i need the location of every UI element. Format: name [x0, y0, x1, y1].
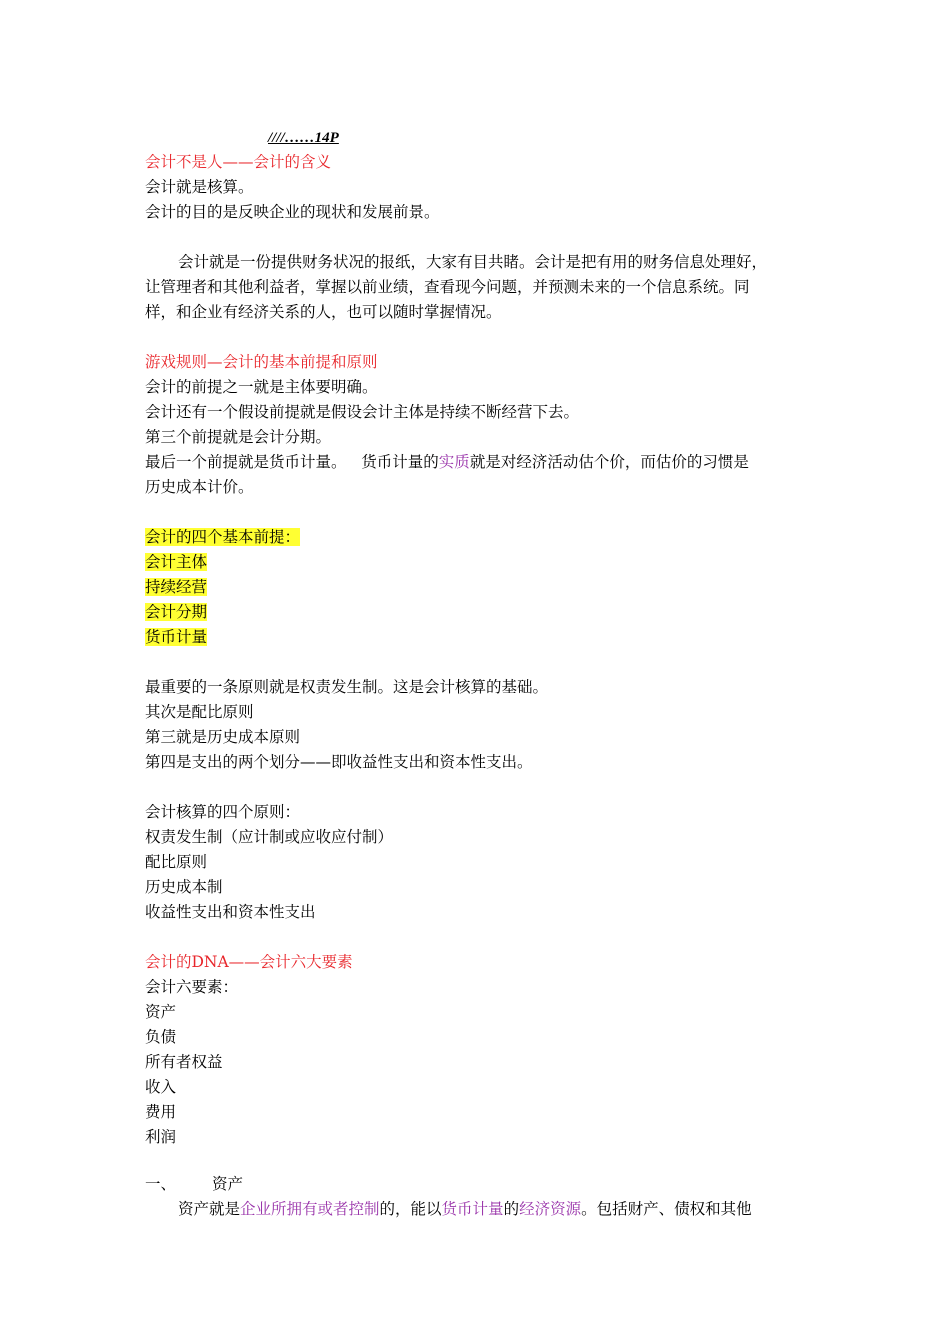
- list-item: 权责发生制（应计制或应收应付制）: [145, 828, 394, 846]
- paragraph-line: 会计六要素：: [145, 978, 239, 996]
- paragraph-line: 会计的前提之一就是主体要明确。: [145, 378, 378, 396]
- highlight-term: 货币计量: [441, 1200, 504, 1218]
- text-run: 资产就是: [178, 1200, 241, 1218]
- list-item: 所有者权益: [145, 1053, 223, 1071]
- text-run: 的: [503, 1200, 520, 1218]
- list-item: 负债: [145, 1028, 177, 1046]
- paragraph-line: 会计核算的四个原则：: [145, 803, 301, 821]
- paragraph-line: 会计还有一个假设前提就是假设会计主体是持续不断经营下去。: [145, 403, 580, 421]
- list-item: 历史成本制: [145, 878, 223, 896]
- numbered-item: [145, 1172, 243, 1197]
- highlighted-heading: [145, 525, 300, 550]
- paragraph-line: 让管理者和其他利益者，掌握以前业绩，查看现今问题，并预测未来的一个信息系统。同: [145, 278, 750, 296]
- paragraph-line: 会计的目的是反映企业的现状和发展前景。: [145, 203, 440, 221]
- heading-accounting-meaning: 会计不是人——会计的含义: [145, 153, 332, 171]
- list-item: [145, 550, 207, 575]
- paragraph-line: 历史成本计价。: [145, 478, 254, 496]
- paragraph-line: 第三就是历史成本原则: [145, 728, 301, 746]
- highlight-term: 实质: [438, 453, 470, 471]
- document-title: ////……14P: [268, 130, 339, 146]
- text-run: 就是对经济活动估个价，而估价的习惯是: [469, 453, 749, 471]
- highlight-text: 货币计量: [145, 628, 208, 646]
- highlight-term: 经济资源: [519, 1200, 582, 1218]
- paragraph-line: [145, 450, 749, 475]
- highlight-text: 会计主体: [145, 553, 208, 571]
- list-item: [145, 625, 207, 650]
- text-run: 。包括财产、债权和其他: [581, 1200, 752, 1218]
- list-item: 费用: [145, 1103, 177, 1121]
- list-item: 收益性支出和资本性支出: [145, 903, 316, 921]
- item-number: 一、: [145, 1175, 177, 1193]
- paragraph-line: 其次是配比原则: [145, 703, 254, 721]
- paragraph-line: 第三个前提就是会计分期。: [145, 428, 332, 446]
- paragraph-line: [178, 1197, 752, 1222]
- highlight-term: 企业所拥有或者控制: [240, 1200, 380, 1218]
- highlight-text: 持续经营: [145, 578, 208, 596]
- list-item: 配比原则: [145, 853, 208, 871]
- paragraph-line: 会计就是一份提供财务状况的报纸，大家有目共睹。会计是把有用的财务信息处理好，: [178, 253, 768, 271]
- paragraph-line: 会计就是核算。: [145, 178, 254, 196]
- paragraph-line: 第四是支出的两个划分——即收益性支出和资本性支出。: [145, 753, 533, 771]
- list-item: [145, 575, 207, 600]
- list-item: 资产: [145, 1003, 177, 1021]
- item-label: 资产: [212, 1175, 244, 1193]
- heading-accounting-dna: 会计的DNA——会计六大要素: [145, 953, 353, 971]
- text-run: 的，能以: [379, 1200, 442, 1218]
- heading-game-rules: 游戏规则—会计的基本前提和原则: [145, 353, 378, 371]
- list-item: [145, 600, 207, 625]
- highlight-text: 会计分期: [145, 603, 208, 621]
- list-item: 收入: [145, 1078, 177, 1096]
- paragraph-line: 最重要的一条原则就是权责发生制。这是会计核算的基础。: [145, 678, 549, 696]
- paragraph-line: 样，和企业有经济关系的人，也可以随时掌握情况。: [145, 303, 502, 321]
- text-run: 最后一个前提就是货币计量。 货币计量的: [145, 453, 439, 471]
- list-item: 利润: [145, 1128, 177, 1146]
- highlight-text: 会计的四个基本前提：: [145, 528, 301, 546]
